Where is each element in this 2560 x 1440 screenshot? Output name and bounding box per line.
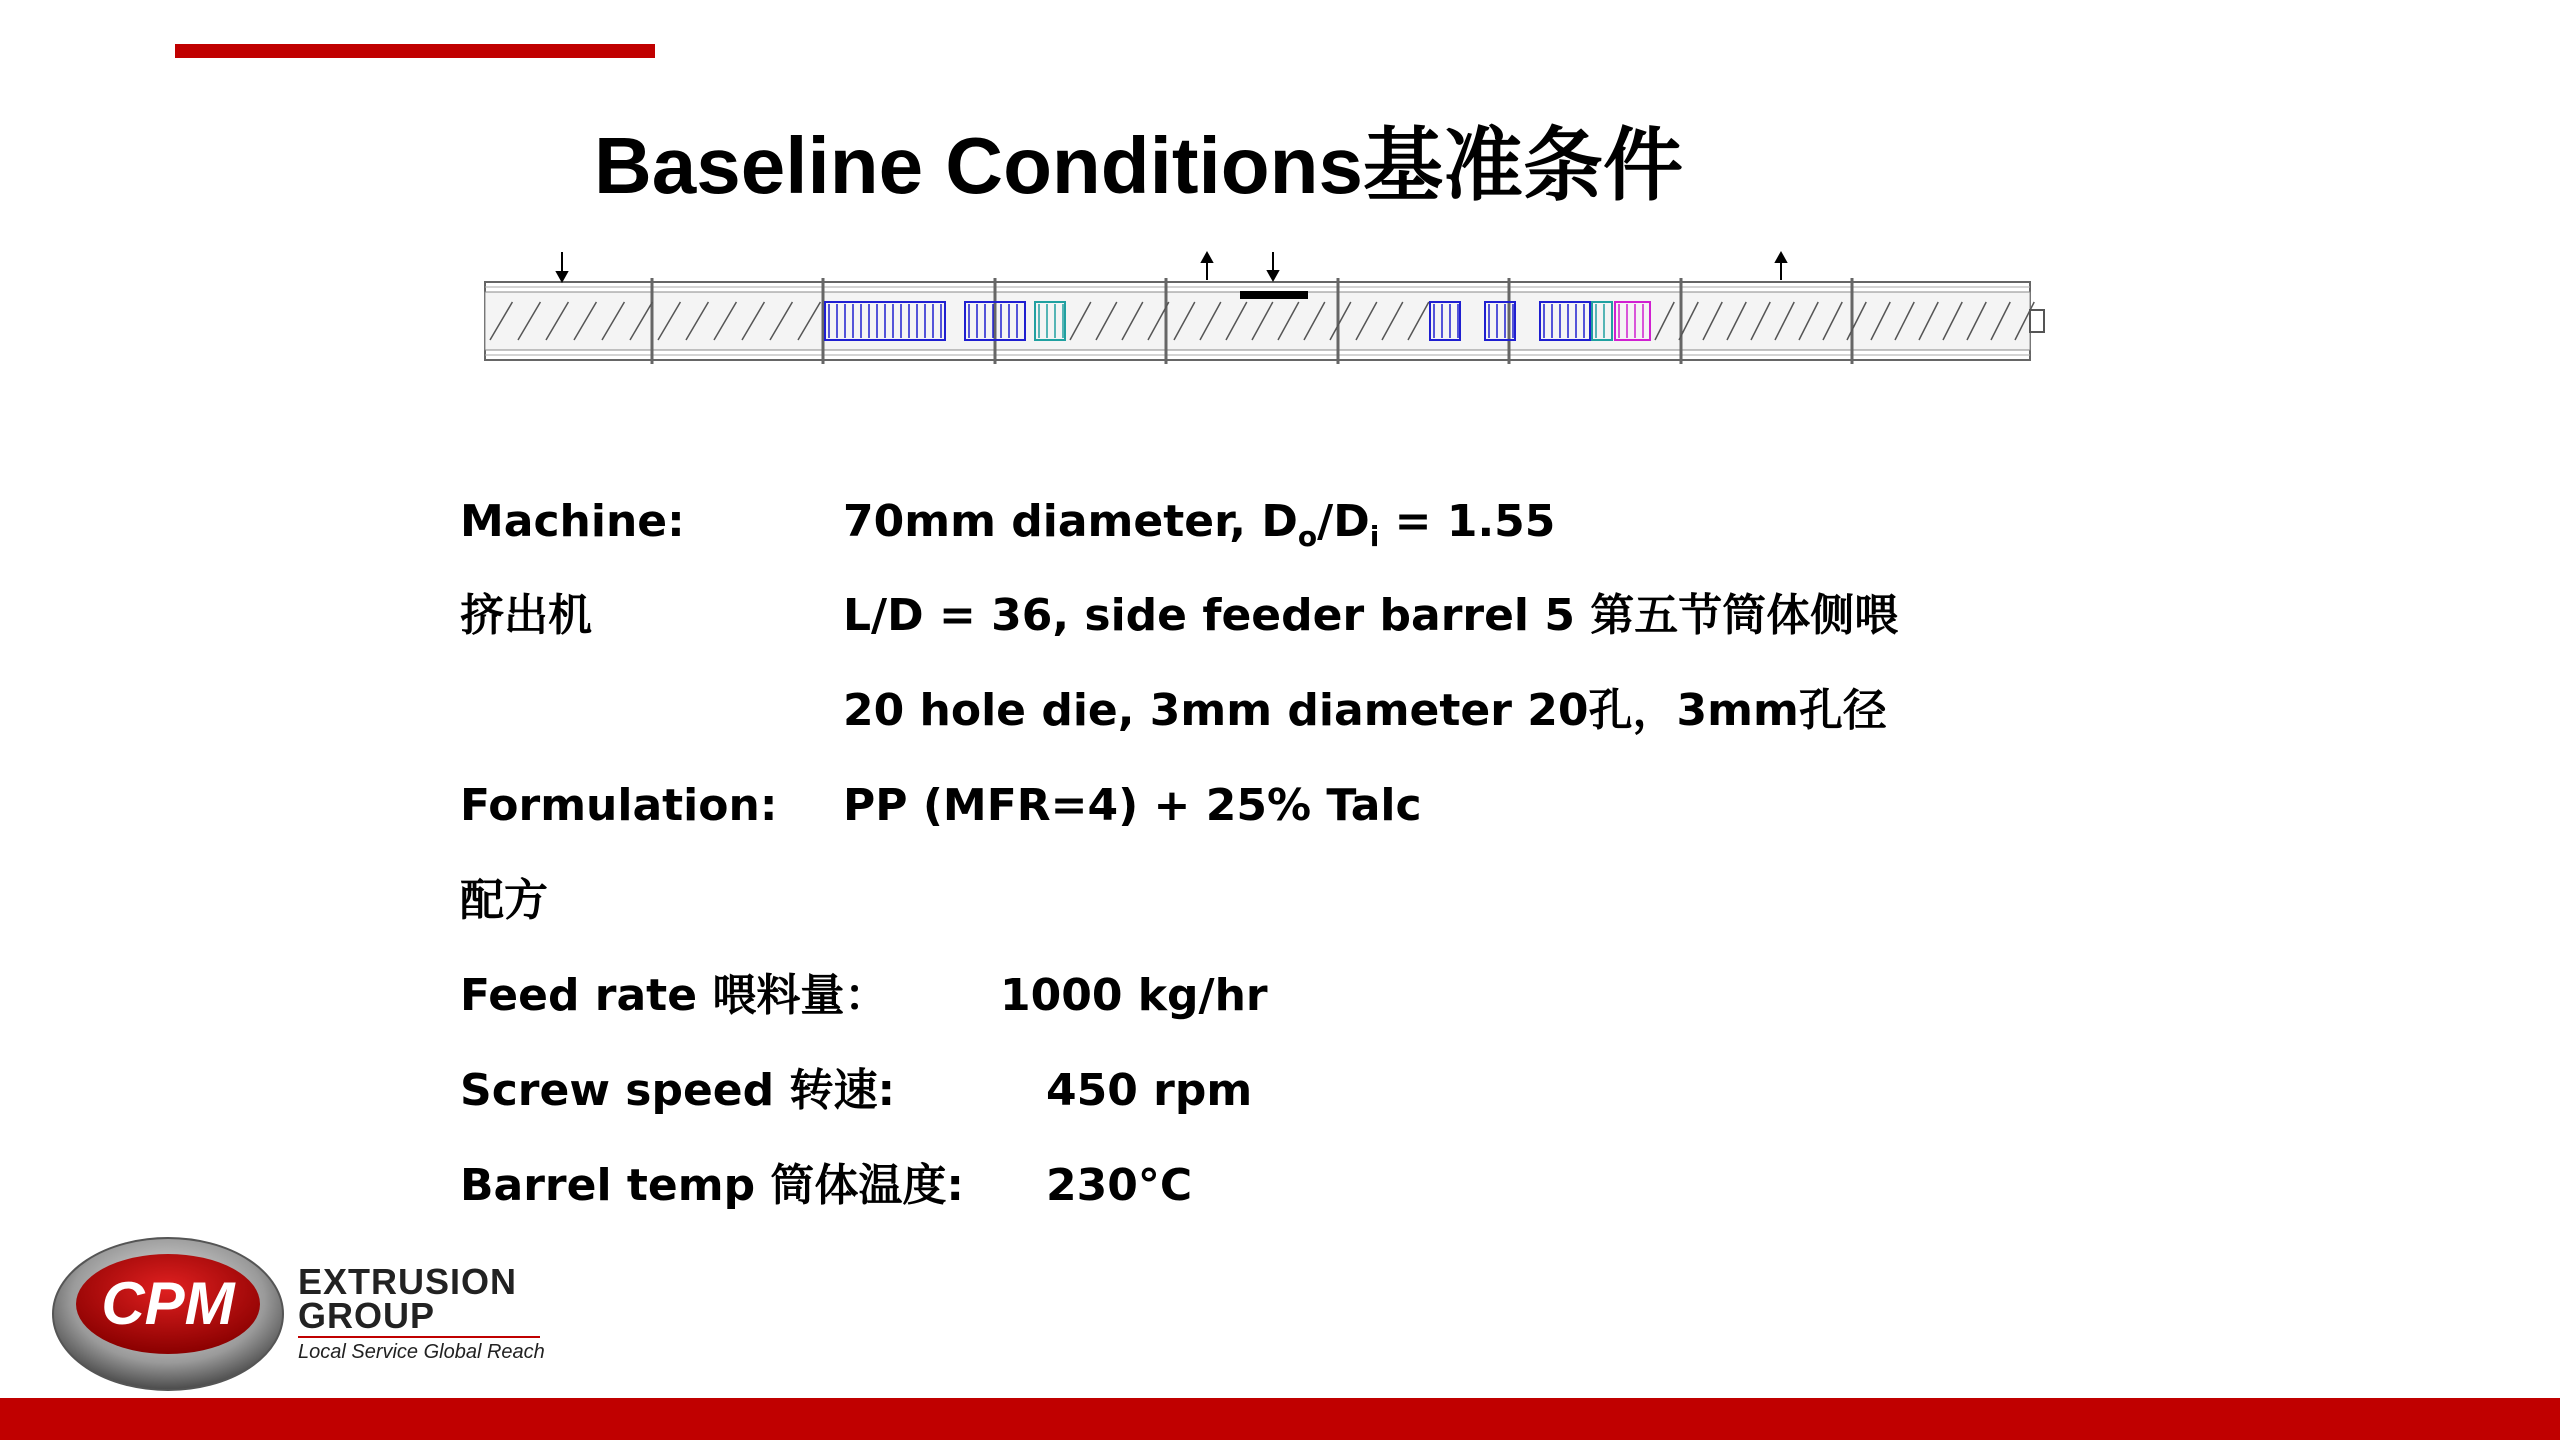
cpm-logo bbox=[48, 1234, 288, 1394]
machine-value-diameter: 70mm diameter, $D_o/D_i = 1.55$ bbox=[843, 496, 1556, 553]
feed-rate-label: Feed rate 喂料量： bbox=[460, 970, 889, 1021]
screw-configuration-diagram bbox=[480, 250, 2055, 380]
screw-speed-label: Screw speed 转速: bbox=[460, 1065, 896, 1116]
machine-label: Machine: bbox=[460, 496, 685, 547]
brand-tagline: Local Service Global Reach bbox=[298, 1341, 545, 1363]
screw-speed-value: 450 rpm bbox=[1046, 1065, 1253, 1116]
slide-title: Baseline Conditions基准条件 bbox=[594, 121, 1683, 210]
brand-line-group: GROUP bbox=[298, 1295, 436, 1336]
formulation-value: PP (MFR=4) + 25% Talc bbox=[843, 780, 1422, 831]
extruder-cn-label: 挤出机 bbox=[460, 590, 592, 641]
formulation-cn-label: 配方 bbox=[460, 875, 548, 926]
brand-line-extrusion: EXTRUSION bbox=[298, 1261, 518, 1302]
barrel-temp-value: 230°C bbox=[1046, 1160, 1193, 1211]
machine-value-die: 20 hole die, 3mm diameter 20孔，3mm孔径 bbox=[843, 685, 1887, 736]
barrel-temp-label: Barrel temp 筒体温度: bbox=[460, 1160, 965, 1211]
top-accent-rule bbox=[175, 44, 655, 58]
logo-mark-text: CPM bbox=[101, 1270, 235, 1337]
formulation-label: Formulation: bbox=[460, 780, 778, 831]
brand-rule bbox=[298, 1336, 540, 1338]
machine-value-ld: L/D = 36, side feeder barrel 5 第五节筒体侧喂 bbox=[843, 590, 1899, 641]
feed-rate-value: 1000 kg/hr bbox=[1000, 970, 1268, 1021]
bottom-accent-bar bbox=[0, 1398, 2560, 1440]
